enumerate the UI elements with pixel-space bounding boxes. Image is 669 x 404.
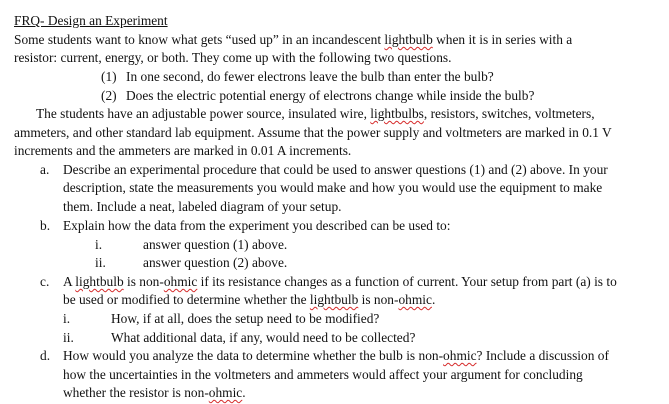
intro-text: Some students want to know what gets “used up” in an incandescent: [14, 32, 385, 47]
part-c-text: .: [431, 292, 436, 307]
part-b-marker: b.: [40, 218, 51, 233]
part-a-marker: a.: [40, 162, 50, 177]
part-b-sub-i-text: answer question (1) above.: [143, 237, 288, 252]
setup-text: , resistors, switches, voltmeters,: [423, 106, 595, 121]
misspelled-word[interactable]: ohmic: [163, 274, 198, 289]
part-d-text: whether the resistor is non-: [63, 385, 209, 400]
question-marker: (2): [101, 88, 117, 103]
part-c-text: is non-: [123, 274, 164, 289]
setup-text: The students have an adjustable power source, insulated wire,: [36, 106, 371, 121]
part-c-text: be used or modified to determine whether the: [63, 292, 310, 307]
setup-line-1: [36, 105, 595, 123]
part-d-line-2: how the uncertainties in the voltmeters and ammeters would affect your argument for concluding: [63, 367, 583, 382]
part-c-sub-i-marker: i.: [63, 311, 71, 326]
part-c-text: is non-: [358, 292, 399, 307]
question-1: [101, 68, 494, 86]
part-b-sub-ii-marker: ii.: [95, 255, 106, 270]
intro-line-2: resistor: current, energy, or both. They come up with the following two questions.: [14, 50, 452, 65]
part-a-line-2: description, state the measurements you would make and how you would use the equipment to make: [63, 180, 603, 195]
part-d-marker: d.: [40, 348, 51, 363]
misspelled-word[interactable]: lightbulb: [384, 32, 433, 47]
part-c-marker: c.: [40, 274, 50, 289]
part-b-sub-i-marker: i.: [95, 237, 103, 252]
question-2: [101, 87, 534, 105]
misspelled-word[interactable]: lightbulbs: [370, 106, 424, 121]
part-c-text: A: [63, 274, 76, 289]
misspelled-word[interactable]: ohmic: [208, 385, 243, 400]
part-d-text: How would you analyze the data to determine whether the bulb is non-: [63, 348, 444, 363]
document-title: FRQ- Design an Experiment: [14, 13, 168, 28]
question-text: In one second, do fewer electrons leave the bulb than enter the bulb?: [126, 69, 494, 84]
misspelled-word[interactable]: ohmic: [398, 292, 432, 307]
part-a-line-3: them. Include a neat, labeled diagram of your setup.: [63, 199, 342, 214]
part-d-line-3: [63, 384, 246, 402]
question-text: Does the electric potential energy of electrons change while inside the bulb?: [126, 88, 535, 103]
question-marker: (1): [101, 69, 117, 84]
part-c-sub-ii-marker: ii.: [63, 330, 74, 345]
part-c-sub-i-text: How, if at all, does the setup need to be modified?: [111, 311, 380, 326]
misspelled-word[interactable]: lightbulb: [75, 274, 124, 289]
part-d-line-1: [63, 347, 609, 365]
part-a-line-1: Describe an experimental procedure that could be used to answer questions (1) and (2) above. In your: [63, 162, 608, 177]
part-c-line-1: [63, 273, 617, 291]
misspelled-word[interactable]: ohmic: [443, 348, 477, 363]
misspelled-word[interactable]: lightbulb: [309, 292, 359, 307]
part-c-text: if its resistance changes as a function of current. Your setup from part (a) is to: [197, 274, 617, 289]
intro-line-1: [14, 31, 572, 49]
setup-line-2: ammeters, and other standard lab equipment. Assume that the power supply and voltmeters are marked in 0.1 V: [14, 125, 612, 140]
part-d-text: .: [242, 385, 246, 400]
part-c-line-2: [63, 291, 435, 309]
part-d-text: ? Include a discussion of: [476, 348, 609, 363]
setup-line-3: increments and the ammeters are marked in 0.01 A increments.: [14, 143, 352, 158]
part-c-sub-ii-text: What additional data, if any, would need to be collected?: [111, 330, 416, 345]
part-b-line-1: Explain how the data from the experiment you described can be used to:: [63, 218, 451, 233]
part-b-sub-ii-text: answer question (2) above.: [143, 255, 288, 270]
intro-text: when it is in series with a: [432, 32, 573, 47]
